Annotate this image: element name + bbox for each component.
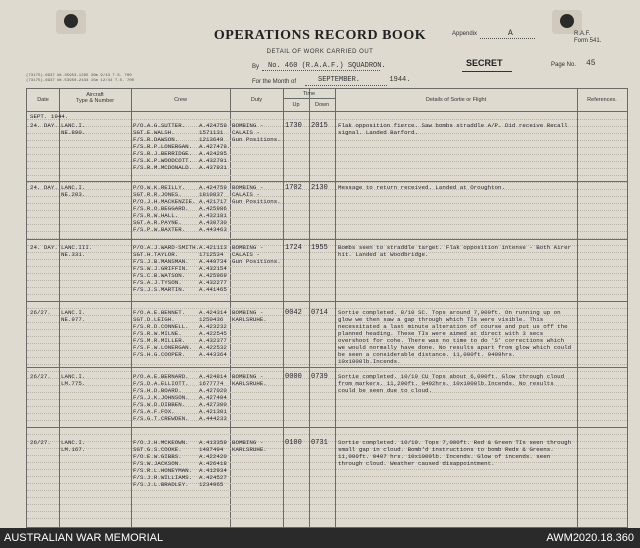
entry-date: 24. DAY.	[30, 244, 58, 251]
entry-separator	[27, 301, 627, 302]
ruled-line	[27, 469, 627, 470]
entry-serials: A.421113 1712534 A.449734 A.432154 A.425969 A.432277 A.441465	[199, 244, 227, 293]
col-head-crew: Crew	[174, 97, 187, 103]
entry-aircraft: LANC.I. LM.167.	[61, 439, 86, 453]
col-head-references: References.	[587, 97, 617, 103]
ruled-line	[27, 231, 627, 232]
col-head-time: Time	[302, 91, 316, 97]
entry-separator	[27, 239, 627, 240]
entry-time-up: 0000	[285, 373, 302, 381]
entry-crew: F/O.A.E.BENNET. SGT.D.LEIGH. F/S.R.D.CONNELL. F/S.R.W.MILNE. F/S.M.R.MILLER. F/S.F.W.LONERGAN. F/S.H.G.COOPER.	[133, 309, 193, 358]
entry-time-down: 0731	[311, 439, 328, 447]
print-reference: (73175)-6937 Wt.35953-1295 30m 9/43 T.S. 700 (73175)-6937 Wt.53950-2434 15m 12/44 T.S. 700	[26, 74, 135, 83]
entry-serials: A.424759 1571131 1213649 A.427479. A.424295 A.432791 A.437931	[199, 122, 231, 171]
month-underline	[305, 85, 387, 86]
entry-duty: BOMBING - KARLSRUHE.	[232, 309, 267, 323]
ruled-line	[27, 511, 627, 512]
archive-footer	[0, 528, 640, 548]
squadron-name: No. 460 (R.A.A.F.) SQUADRON.	[268, 62, 386, 70]
entry-time-down: 1955	[311, 244, 328, 252]
ruled-line	[27, 273, 627, 274]
entry-time-down: 2015	[311, 122, 328, 130]
col-head-down: Down	[314, 102, 330, 108]
ruled-line	[27, 413, 627, 414]
month-value: SEPTEMBER. 1944.	[318, 76, 411, 84]
ruled-line	[27, 490, 627, 491]
entry-aircraft: LANC.I. LM.775.	[61, 373, 86, 387]
ruled-line	[27, 420, 627, 421]
col-head-details: Details of Sortie or Flight	[425, 97, 487, 103]
entry-date: 26/27.	[30, 439, 51, 446]
entry-time-down: 0739	[311, 373, 328, 381]
entry-duty: BOMBING - CALAIS - Gun Positions.	[232, 184, 281, 205]
col-head-up: Up	[292, 102, 300, 108]
entry-separator	[27, 367, 627, 368]
entry-duty: BOMBING - CALAIS - Gun Positions.	[232, 122, 281, 143]
page-subtitle: DETAIL OF WORK CARRIED OUT	[266, 49, 374, 55]
squadron-underline	[262, 70, 380, 71]
secret-underline	[462, 71, 512, 72]
entry-time-down: 2130	[311, 184, 328, 192]
entry-details: Flak opposition fierce. Saw bombs straddle A/P. Did receive Recall signal. Landed Barford.	[338, 122, 568, 136]
entry-time-up: 1730	[285, 122, 302, 130]
entry-details: Bombs seen to straddle target. Flak opposition intense - Both Airer hit. Landed at Woodbridge.	[338, 244, 572, 258]
entry-serials: A.424814 1677774 A.427020 A.427404 A.427300 A.421301 A.444233	[199, 373, 227, 422]
entry-serials: A.424314 1250436 A.423232 A.422545 A.432377 A.422532 A.443364	[199, 309, 227, 358]
entry-date: 24. DAY.	[30, 122, 58, 129]
footer-catalogue-id: AWM2020.18.360	[546, 532, 634, 544]
col-head-aircraft: Aircraft Type & Number	[75, 92, 115, 104]
header-bottom-line	[27, 111, 627, 112]
footer-institution: AUSTRALIAN WAR MEMORIAL	[4, 532, 164, 544]
entry-aircraft: LANC.III. NE.331.	[61, 244, 93, 258]
entry-duty: BOMBING - KARLSRUHE.	[232, 439, 267, 453]
ruled-line	[27, 497, 627, 498]
entry-date: 26/27.	[30, 373, 51, 380]
page-number: 45	[586, 59, 596, 68]
entry-details: Sortie completed. 10/10 CU Tops about 6,000ft. Glow through cloud from markers. 11,200ft. 0402hrs. 10x1000lb.Incends. No results could be seen due to cloud.	[338, 373, 565, 394]
entry-time-up: 0042	[285, 309, 302, 317]
ruled-line	[27, 518, 627, 519]
appendix-value: A	[508, 29, 513, 38]
time-split-line	[283, 98, 335, 99]
month-label: For the Month of	[252, 79, 297, 85]
appendix-underline	[480, 38, 535, 39]
ruled-line	[27, 434, 627, 435]
entry-aircraft: LANC.I. NE.203.	[61, 184, 86, 198]
entry-time-up: 0100	[285, 439, 302, 447]
ruled-line	[27, 287, 627, 288]
entry-serials: A.424759 1810837 A.421717 A.425986 A.432181 A.430730 A.443463	[199, 184, 227, 233]
entry-date: 24. DAY.	[30, 184, 58, 191]
ruled-line	[27, 224, 627, 225]
entry-date: 26/27.	[30, 309, 51, 316]
entry-separator	[27, 427, 627, 428]
ruled-line	[27, 161, 627, 162]
ruled-line	[27, 476, 627, 477]
page-title: OPERATIONS RECORD BOOK	[213, 28, 427, 43]
ruled-line	[27, 147, 627, 148]
entry-details: Sortie completed. 10/10. Tops 7,000ft. Red & Green TIs seen through small gap in cloud. Bomb'd instructions to bomb Reds & Greens. 11,000ft. 0407 hrs. 10x1000lb. Incends. Glow of incends. seen through cloud. Weather caused disappointment.	[338, 439, 572, 467]
entry-crew: P/O.W.K.REILLY. SGT.R.R.JONES. P/O.J.H.MACKENZIE. F/S.R.O.BEGGARD. F/S.R.W.HALL. SGT.A.R.PAYNE. F/S.P.W.BAXTER.	[133, 184, 196, 233]
entry-time-up: 1702	[285, 184, 302, 192]
ruled-line	[27, 154, 627, 155]
entry-aircraft: LANC.I. NE.890.	[61, 122, 86, 136]
entry-separator	[27, 181, 627, 182]
by-label: By	[252, 64, 260, 70]
entry-duty: BOMBING - CALAIS - Gun Positions.	[232, 244, 281, 265]
ruled-line	[27, 259, 627, 260]
entry-crew: P/O.A.E.BERNARD. F/S.D.A.ELLIOTT. F/S.H.D.BOARD. F/S.J.K.JOHNSON. F/S.W.D.DIBBEN. F/S.A.F.FOX. F/S.G.T.CREWDEN.	[133, 373, 189, 422]
ruled-line	[27, 119, 627, 120]
entry-time-up: 1724	[285, 244, 302, 252]
page-number-label: Page No.	[551, 62, 577, 68]
ruled-line	[27, 196, 627, 197]
record-table	[26, 88, 628, 528]
punch-hole-right	[560, 14, 574, 28]
secret-stamp: SECRET	[466, 58, 503, 68]
ruled-line	[27, 210, 627, 211]
entry-aircraft: LANC.I. NE.977.	[61, 309, 86, 323]
punch-hole-left	[64, 14, 78, 28]
ruled-line	[27, 168, 627, 169]
ruled-line	[27, 406, 627, 407]
form-number: R.A.F. Form 541.	[574, 31, 602, 44]
ruled-line	[27, 140, 627, 141]
ruled-line	[27, 203, 627, 204]
entry-crew: F/O.J.H.MCKEOWN. SGT.G.S.COOKE. F/O.E.W.GIBBS. F/S.W.JACKSON. F/S.R.L.HONEYMAN. F/S.J.R.WILLIAMS. F/S.J.L.BRADLEY.	[133, 439, 193, 488]
ruled-line	[27, 175, 627, 176]
col-head-duty: Duty	[250, 97, 263, 103]
ruled-line	[27, 371, 627, 372]
entry-crew: P/O.A.G.SUTTER. SGT.E.WALSH. F/S.R.DAWSON. F/S.R.P.LONERGAN. F/S.R.J.BERRIDGE. F/S.K.P.WOODCOTT. F/S.R.M.MCDONALD.	[133, 122, 193, 171]
ruled-line	[27, 399, 627, 400]
entry-duty: BOMBING - KARLSRUHE.	[232, 373, 267, 387]
ruled-line	[27, 266, 627, 267]
entry-details: Sortie completed. 8/10 SC. Tops around 7,000ft. On running up on glow we then saw a gap through which TIs were visible. This necessitated a last minute alteration of course and put us off the planned heading. These TIs were aimed at direct with 3 secs overshoot for cohe. There was no time to do 'S' corrections which we would normally have done. No results apart from glow which could be seen a considerable distance. 11,000ft. 0409hrs. 10x1000lb.Incends.	[338, 309, 572, 365]
entry-crew: P/O.A.J.WARD-SMITH. SGT.H.TAYLOR. F/S.J.B.MANSMAN. F/S.W.J.GRIFFIN. F/S.C.B.WATSON. F/S.A.J.TYSON. F/S.J.S.MARTIN.	[133, 244, 200, 293]
ruled-line	[27, 182, 627, 183]
entry-time-down: 0714	[311, 309, 328, 317]
ruled-line	[27, 483, 627, 484]
col-head-date: Date	[37, 97, 49, 103]
ruled-line	[27, 294, 627, 295]
ruled-line	[27, 504, 627, 505]
entry-serials: A.413359 1487494 A.422420 A.426418 A.412934 A.424527 1234965	[199, 439, 227, 488]
entry-details: Message to return received. Landed at Oroughton.	[338, 184, 505, 191]
date-heading: SEPT. 1944.	[30, 113, 69, 120]
ruled-line	[27, 217, 627, 218]
ruled-line	[27, 280, 627, 281]
appendix-label: Appendix	[452, 31, 478, 37]
